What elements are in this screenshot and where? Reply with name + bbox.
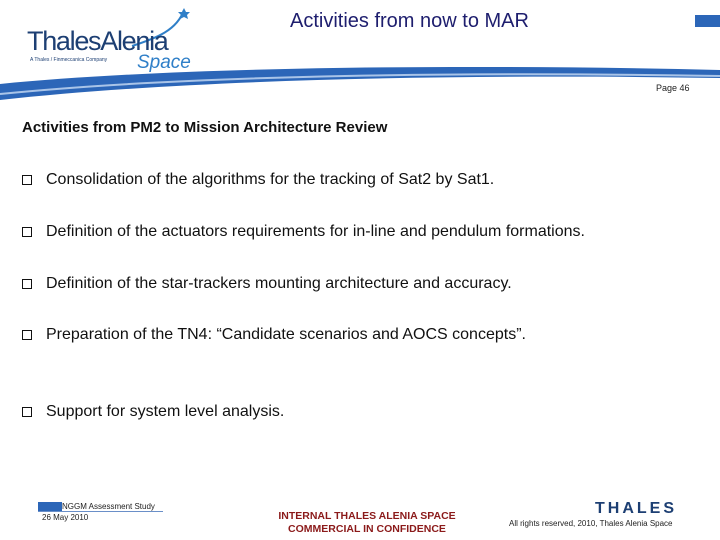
footer-date: 26 May 2010 xyxy=(42,513,89,522)
confidential-line-2: COMMERCIAL IN CONFIDENCE xyxy=(288,523,446,535)
bullet-text: Definition of the actuators requirements for in-line and pendulum formations. xyxy=(46,223,585,240)
section-subtitle: Activities from PM2 to Mission Architecture Review xyxy=(22,119,388,136)
bullet-item xyxy=(22,275,512,293)
checkbox-bullet-icon xyxy=(22,279,32,289)
footer-divider xyxy=(38,511,163,512)
bullet-text: Consolidation of the algorithms for the tracking of Sat2 by Sat1. xyxy=(46,171,495,188)
page-number: Page 46 xyxy=(656,83,690,93)
checkbox-bullet-icon xyxy=(22,407,32,417)
bullet-text: Preparation of the TN4: “Candidate scenarios and AOCS concepts”. xyxy=(46,326,526,343)
footer-study-name: NGGM Assessment Study xyxy=(62,502,155,511)
bullet-item xyxy=(22,326,526,344)
checkbox-bullet-icon xyxy=(22,330,32,340)
bullet-text: Definition of the star-trackers mounting architecture and accuracy. xyxy=(46,275,512,292)
checkbox-bullet-icon xyxy=(22,175,32,185)
logo-space-text: Space xyxy=(137,52,191,73)
bullet-item xyxy=(22,171,494,189)
thales-alenia-space-logo xyxy=(22,8,192,73)
footer-confidentiality xyxy=(262,510,472,536)
corner-accent-block xyxy=(695,15,720,27)
thales-footer-logo: THALES xyxy=(595,500,677,517)
confidential-line-1: INTERNAL THALES ALENIA SPACE xyxy=(278,510,456,522)
checkbox-bullet-icon xyxy=(22,227,32,237)
footer-accent-bar xyxy=(38,502,62,511)
bullet-item xyxy=(22,403,284,421)
footer-rights: All rights reserved, 2010, Thales Alenia Space xyxy=(509,519,673,528)
logo-brand-text: ThalesAlenia xyxy=(27,26,168,56)
logo-tagline: A Thales / Finmeccanica Company xyxy=(30,57,108,63)
bullet-item xyxy=(22,223,585,241)
slide-title: Activities from now to MAR xyxy=(290,10,529,32)
bullet-text: Support for system level analysis. xyxy=(46,403,285,420)
